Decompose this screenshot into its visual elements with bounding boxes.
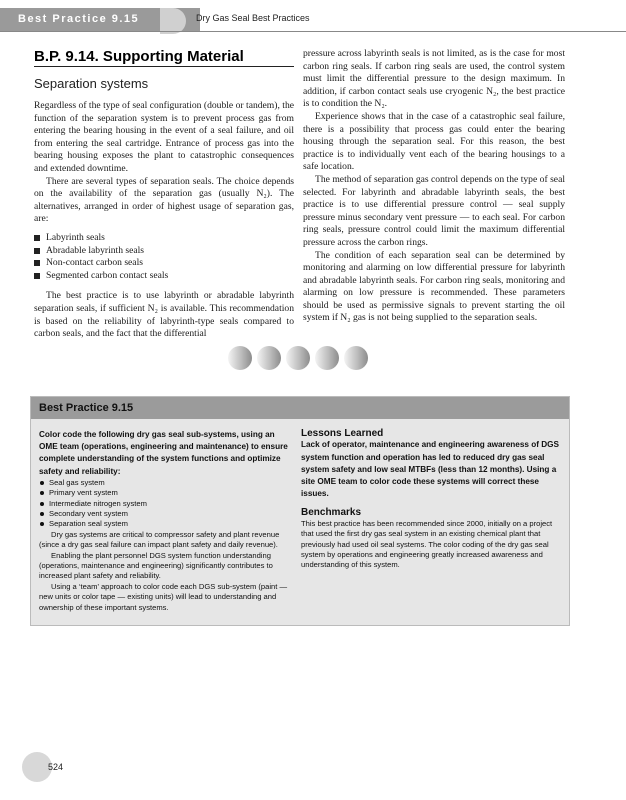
paragraph: Experience shows that in the case of a catastrophic seal failure, there is a possibility that process gas could enter the bearing housing through the separation seal. For this reason, the best practice is to individually vent each of the bearing housings to a safe location. (303, 110, 565, 173)
best-practice-header (31, 397, 569, 419)
decorative-circle-icon (286, 346, 310, 370)
subsection-title: Separation systems (34, 76, 149, 91)
paragraph: The best practice is to use labyrinth or abradable labyrinth separation seals, if sufficient N₂ is available. This recommendation is based on the reliability of labyrinth-type seals compared to carbon seals, and the fact that the differential (34, 290, 294, 340)
list-item: Primary vent system (39, 488, 293, 498)
list-item: Secondary vent system (39, 509, 293, 519)
paragraph: The method of separation gas control depends on the type of seal selected. For labyrinth and abradable labyrinth seals, the best practice is to use differential pressure control — seal supply pressure minus secondary vent pressure — to each seal. For carbon ring seals, pressure control could limit the maximum differential pressure across the carbon rings. (303, 173, 565, 248)
list-item: Non-contact carbon seals (34, 257, 294, 270)
paragraph: The condition of each separation seal can be determined by monitoring and alarming on low differential pressure for labyrinth and abradable labyrinth seals. For carbon ring seals, monitoring and alarming on low pressure is recommended. These parameters should be used as permissive signals to prevent starting the oil system if N₂ gas is not being supplied to the separation seals. (303, 249, 565, 324)
text-column-left (34, 100, 294, 341)
benchmarks-text: This best practice has been recommended since 2000, initially on a project that used the first dry gas seal system in an existing chemical plant that previously had used oil seal systems. The color coding of the dry gas seal system by operations and engineering greatly increased awareness and understanding of this system. (301, 518, 553, 570)
paragraph: Regardless of the type of seal configuration (double or tandem), the function of the separation system is to prevent process gas from entering the bearing housing in the event of a seal failure, and oil from entering the seal cartridge. Entrance of process gas into the bearing housing exposes the plant to catastrophic consequences and extended downtime. (34, 100, 294, 174)
list-item: Intermediate nitrogen system (39, 499, 293, 509)
benchmarks-heading: Benchmarks (301, 507, 362, 519)
decorative-circle-icon (315, 346, 339, 370)
running-title: Dry Gas Seal Best Practices (196, 13, 310, 23)
lessons-learned-text: Lack of operator, maintenance and engineering awareness of DGS system function and operation has led to reduced dry gas seal system safety and low seal MTBFs (less than 12 months). Using a site OME team to color code these systems will correct these issues. (301, 440, 559, 499)
list-item: Abradable labyrinth seals (34, 245, 294, 258)
separation-seal-list (34, 232, 294, 282)
paragraph: Dry gas systems are critical to compressor safety and plant revenue (since a dry gas seal failure can impact plant safety and daily revenue). (39, 529, 280, 550)
header-divider (0, 31, 626, 32)
best-practice-intro: Color code the following dry gas seal sub-systems, using an OME team (operations, engineering and maintenance) to ensure complete understanding of the system functions and optimize safety and reliability: (39, 430, 288, 476)
page-number: 524 (48, 762, 64, 772)
paragraph: There are several types of separation seals. The choice depends on the availability of the separation gas (usually N₂). The alternatives, arranged in order of highest usage of separation gas, are: (34, 175, 294, 225)
decorative-circle-icon (257, 346, 281, 370)
paragraph: Using a ‘team’ approach to color code each DGS sub-system (paint — new units or color tape — existing units) will lead to understanding and ownership of these important systems. (39, 581, 288, 612)
section-title: B.P. 9.14. Supporting Material (34, 48, 244, 65)
header-title: Best Practice 9.15 (18, 13, 140, 25)
list-item: Separation seal system (39, 519, 293, 529)
list-item: Seal gas system (39, 478, 293, 488)
subsystem-list (39, 478, 293, 530)
best-practice-left-column (39, 429, 293, 613)
paragraph: pressure across labyrinth seals is not limited, as is the case for most carbon ring seals. If carbon ring seals are used, the control system must limit the differential pressure to the design maximum. In addition, if carbon contact seals use cryogenic N₂, the best practice is to condition the N₂. (303, 48, 565, 110)
decorative-circle-icon (344, 346, 368, 370)
decorative-circle-icon (228, 346, 252, 370)
paragraph: Enabling the plant personnel DGS system function understanding (operations, maintenance and engineering) significantly contributes to increased plant safety and reliability. (39, 550, 273, 581)
text-column-right (303, 48, 565, 325)
lessons-learned-heading: Lessons Learned (301, 428, 384, 439)
best-practice-box (30, 396, 570, 626)
list-item: Segmented carbon contact seals (34, 270, 294, 283)
decorative-circles (228, 346, 368, 374)
section-divider (34, 66, 294, 67)
best-practice-right-column (301, 429, 559, 571)
list-item: Labyrinth seals (34, 232, 294, 245)
best-practice-title: Best Practice 9.15 (39, 402, 134, 414)
